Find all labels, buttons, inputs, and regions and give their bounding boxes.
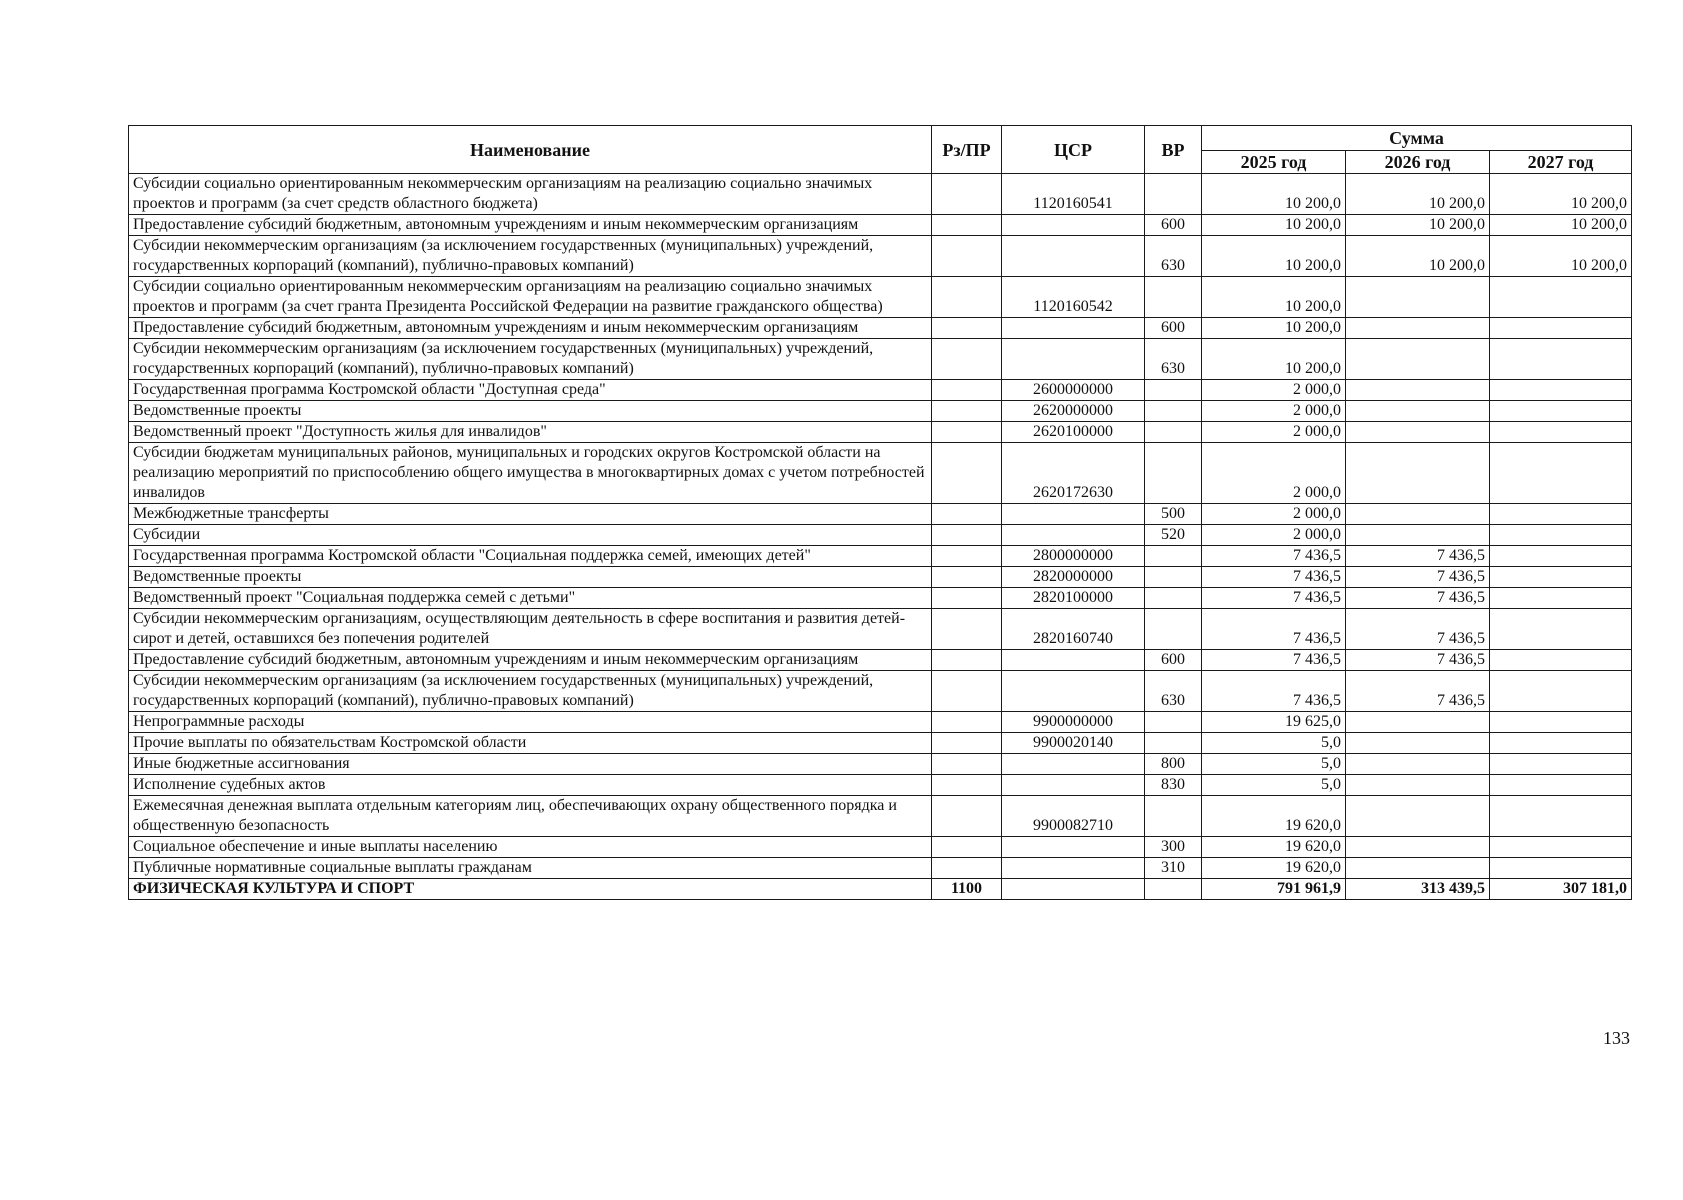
cell-vr [1145, 401, 1202, 422]
cell-2025: 5,0 [1202, 775, 1346, 796]
header-2025: 2025 год [1202, 151, 1346, 174]
cell-name: Прочие выплаты по обязательствам Костромской области [129, 733, 932, 754]
cell-csr: 9900020140 [1002, 733, 1145, 754]
cell-2027 [1490, 546, 1632, 567]
cell-csr: 2820100000 [1002, 588, 1145, 609]
cell-csr [1002, 318, 1145, 339]
cell-2027 [1490, 712, 1632, 733]
cell-2025: 2 000,0 [1202, 504, 1346, 525]
cell-csr: 2600000000 [1002, 380, 1145, 401]
cell-vr [1145, 879, 1202, 900]
cell-2027 [1490, 380, 1632, 401]
cell-rz [932, 236, 1002, 277]
cell-2026 [1346, 380, 1490, 401]
table-row [129, 339, 1632, 380]
cell-name: Предоставление субсидий бюджетным, автономным учреждениям и иным некоммерческим организациям [129, 215, 932, 236]
header-2026: 2026 год [1346, 151, 1490, 174]
cell-vr [1145, 796, 1202, 837]
cell-name: Ведомственный проект "Социальная поддержка семей с детьми" [129, 588, 932, 609]
cell-name: Субсидии бюджетам муниципальных районов, муниципальных и городских округов Костромской области на реализацию мероприятий по приспособлению общего имущества в многоквартирных домах с учетом потребностей инвалидов [129, 443, 932, 504]
cell-name: Субсидии некоммерческим организациям (за исключением государственных (муниципальных) учреждений, государственных корпораций (компаний), публично-правовых компаний) [129, 236, 932, 277]
table-row [129, 671, 1632, 712]
cell-csr: 2620000000 [1002, 401, 1145, 422]
cell-2027 [1490, 567, 1632, 588]
cell-csr: 2820160740 [1002, 609, 1145, 650]
table-row [129, 775, 1632, 796]
cell-csr: 2620172630 [1002, 443, 1145, 504]
cell-name: Иные бюджетные ассигнования [129, 754, 932, 775]
cell-name: Субсидии некоммерческим организациям (за исключением государственных (муниципальных) учреждений, государственных корпораций (компаний), публично-правовых компаний) [129, 339, 932, 380]
cell-2027 [1490, 401, 1632, 422]
cell-rz [932, 733, 1002, 754]
cell-name: Субсидии некоммерческим организациям, осуществляющим деятельность в сфере воспитания и развития детей-сирот и детей, оставшихся без попечения родителей [129, 609, 932, 650]
cell-2027 [1490, 588, 1632, 609]
cell-2025: 5,0 [1202, 754, 1346, 775]
cell-2025: 19 620,0 [1202, 858, 1346, 879]
cell-2027 [1490, 650, 1632, 671]
cell-name: Публичные нормативные социальные выплаты гражданам [129, 858, 932, 879]
table-row [129, 277, 1632, 318]
cell-rz [932, 754, 1002, 775]
table-row [129, 650, 1632, 671]
cell-2025: 10 200,0 [1202, 215, 1346, 236]
cell-rz [932, 796, 1002, 837]
cell-2027 [1490, 775, 1632, 796]
page-number: 133 [1603, 1028, 1630, 1048]
cell-csr [1002, 236, 1145, 277]
header-rz: Рз/ПР [932, 126, 1002, 174]
cell-rz [932, 401, 1002, 422]
cell-vr [1145, 609, 1202, 650]
table-row [129, 609, 1632, 650]
cell-2025: 7 436,5 [1202, 609, 1346, 650]
cell-csr [1002, 215, 1145, 236]
cell-vr: 300 [1145, 837, 1202, 858]
cell-csr: 9900082710 [1002, 796, 1145, 837]
cell-2026: 10 200,0 [1346, 215, 1490, 236]
table-row [129, 318, 1632, 339]
cell-2025: 5,0 [1202, 733, 1346, 754]
cell-2025: 10 200,0 [1202, 277, 1346, 318]
cell-name: Ведомственные проекты [129, 401, 932, 422]
cell-name: Социальное обеспечение и иные выплаты населению [129, 837, 932, 858]
cell-2026: 10 200,0 [1346, 174, 1490, 215]
cell-rz [932, 422, 1002, 443]
cell-2025: 7 436,5 [1202, 567, 1346, 588]
cell-2026 [1346, 837, 1490, 858]
cell-2025: 7 436,5 [1202, 546, 1346, 567]
header-vr: ВР [1145, 126, 1202, 174]
header-2027: 2027 год [1490, 151, 1632, 174]
cell-2025: 19 620,0 [1202, 837, 1346, 858]
cell-2025: 10 200,0 [1202, 174, 1346, 215]
cell-2026: 7 436,5 [1346, 546, 1490, 567]
cell-2027 [1490, 339, 1632, 380]
cell-vr [1145, 546, 1202, 567]
cell-csr: 1120160542 [1002, 277, 1145, 318]
cell-2027: 10 200,0 [1490, 215, 1632, 236]
cell-rz [932, 588, 1002, 609]
cell-rz [932, 443, 1002, 504]
cell-2026: 7 436,5 [1346, 671, 1490, 712]
cell-csr [1002, 671, 1145, 712]
table-row [129, 546, 1632, 567]
cell-rz [932, 546, 1002, 567]
table-row [129, 525, 1632, 546]
table-row [129, 443, 1632, 504]
cell-name: Субсидии социально ориентированным некоммерческим организациям на реализацию социально значимых проектов и программ (за счет средств областного бюджета) [129, 174, 932, 215]
cell-name: Ежемесячная денежная выплата отдельным категориям лиц, обеспечивающих охрану общественного порядка и общественную безопасность [129, 796, 932, 837]
cell-rz [932, 504, 1002, 525]
table-row [129, 754, 1632, 775]
table-row [129, 380, 1632, 401]
cell-2027 [1490, 671, 1632, 712]
header-sum: Сумма [1202, 126, 1632, 151]
header-csr: ЦСР [1002, 126, 1145, 174]
cell-2026 [1346, 754, 1490, 775]
total-row [129, 879, 1632, 900]
cell-2026 [1346, 422, 1490, 443]
cell-2025: 10 200,0 [1202, 318, 1346, 339]
cell-rz [932, 174, 1002, 215]
cell-csr: 9900000000 [1002, 712, 1145, 733]
cell-2025: 10 200,0 [1202, 339, 1346, 380]
table-row [129, 712, 1632, 733]
table-row [129, 837, 1632, 858]
cell-rz [932, 380, 1002, 401]
cell-name: Предоставление субсидий бюджетным, автономным учреждениям и иным некоммерческим организациям [129, 318, 932, 339]
cell-2026: 7 436,5 [1346, 609, 1490, 650]
cell-csr: 1120160541 [1002, 174, 1145, 215]
table-row [129, 588, 1632, 609]
cell-2027 [1490, 837, 1632, 858]
table-row [129, 858, 1632, 879]
cell-2026: 10 200,0 [1346, 236, 1490, 277]
cell-vr [1145, 277, 1202, 318]
cell-vr [1145, 567, 1202, 588]
table-row [129, 796, 1632, 837]
cell-2025: 2 000,0 [1202, 380, 1346, 401]
cell-2027 [1490, 504, 1632, 525]
cell-2025: 10 200,0 [1202, 236, 1346, 277]
cell-2026 [1346, 858, 1490, 879]
cell-name: Ведомственные проекты [129, 567, 932, 588]
cell-2027: 10 200,0 [1490, 236, 1632, 277]
cell-csr [1002, 837, 1145, 858]
cell-vr: 630 [1145, 339, 1202, 380]
table-row [129, 733, 1632, 754]
cell-vr: 600 [1145, 650, 1202, 671]
cell-2025: 7 436,5 [1202, 650, 1346, 671]
cell-2025: 7 436,5 [1202, 671, 1346, 712]
table-row [129, 174, 1632, 215]
cell-2026: 7 436,5 [1346, 567, 1490, 588]
cell-rz [932, 609, 1002, 650]
cell-name: Межбюджетные трансферты [129, 504, 932, 525]
cell-rz [932, 277, 1002, 318]
cell-2027: 10 200,0 [1490, 174, 1632, 215]
cell-2027 [1490, 609, 1632, 650]
cell-2027 [1490, 754, 1632, 775]
cell-2026: 313 439,5 [1346, 879, 1490, 900]
cell-rz [932, 215, 1002, 236]
cell-rz [932, 650, 1002, 671]
cell-vr: 800 [1145, 754, 1202, 775]
cell-rz [932, 837, 1002, 858]
cell-name: Исполнение судебных актов [129, 775, 932, 796]
cell-2026 [1346, 525, 1490, 546]
cell-2025: 791 961,9 [1202, 879, 1346, 900]
cell-2026 [1346, 401, 1490, 422]
cell-2026 [1346, 796, 1490, 837]
cell-rz [932, 567, 1002, 588]
table-row [129, 215, 1632, 236]
cell-name: Субсидии [129, 525, 932, 546]
cell-csr [1002, 339, 1145, 380]
table-header [129, 126, 1632, 174]
cell-vr: 310 [1145, 858, 1202, 879]
cell-name: Государственная программа Костромской области "Доступная среда" [129, 380, 932, 401]
cell-2027 [1490, 318, 1632, 339]
table-body [129, 174, 1632, 900]
cell-rz [932, 775, 1002, 796]
cell-vr [1145, 422, 1202, 443]
cell-rz [932, 525, 1002, 546]
cell-vr [1145, 443, 1202, 504]
cell-vr [1145, 733, 1202, 754]
cell-2026 [1346, 733, 1490, 754]
cell-2025: 2 000,0 [1202, 401, 1346, 422]
cell-2026 [1346, 775, 1490, 796]
cell-vr: 630 [1145, 236, 1202, 277]
cell-name: ФИЗИЧЕСКАЯ КУЛЬТУРА И СПОРТ [129, 879, 932, 900]
cell-name: Ведомственный проект "Доступность жилья для инвалидов" [129, 422, 932, 443]
cell-name: Непрограммные расходы [129, 712, 932, 733]
cell-2027: 307 181,0 [1490, 879, 1632, 900]
cell-name: Предоставление субсидий бюджетным, автономным учреждениям и иным некоммерческим организациям [129, 650, 932, 671]
cell-2027 [1490, 277, 1632, 318]
cell-2026 [1346, 339, 1490, 380]
cell-2026 [1346, 277, 1490, 318]
cell-2027 [1490, 796, 1632, 837]
cell-2027 [1490, 443, 1632, 504]
cell-csr [1002, 775, 1145, 796]
cell-csr [1002, 525, 1145, 546]
cell-2027 [1490, 525, 1632, 546]
cell-2026 [1346, 504, 1490, 525]
cell-csr [1002, 650, 1145, 671]
cell-2026 [1346, 443, 1490, 504]
cell-vr: 520 [1145, 525, 1202, 546]
cell-rz: 1100 [932, 879, 1002, 900]
cell-rz [932, 858, 1002, 879]
budget-table [128, 125, 1632, 900]
table-row [129, 401, 1632, 422]
cell-rz [932, 671, 1002, 712]
header-name: Наименование [129, 126, 932, 174]
cell-2025: 2 000,0 [1202, 443, 1346, 504]
cell-2026 [1346, 318, 1490, 339]
cell-csr [1002, 879, 1145, 900]
cell-2026: 7 436,5 [1346, 650, 1490, 671]
cell-vr: 600 [1145, 215, 1202, 236]
cell-vr [1145, 588, 1202, 609]
cell-2025: 7 436,5 [1202, 588, 1346, 609]
cell-2025: 2 000,0 [1202, 422, 1346, 443]
cell-2027 [1490, 733, 1632, 754]
cell-2025: 2 000,0 [1202, 525, 1346, 546]
cell-csr: 2800000000 [1002, 546, 1145, 567]
cell-name: Субсидии некоммерческим организациям (за исключением государственных (муниципальных) учреждений, государственных корпораций (компаний), публично-правовых компаний) [129, 671, 932, 712]
cell-csr: 2620100000 [1002, 422, 1145, 443]
cell-2025: 19 620,0 [1202, 796, 1346, 837]
cell-2027 [1490, 422, 1632, 443]
cell-rz [932, 712, 1002, 733]
table-row [129, 236, 1632, 277]
cell-name: Государственная программа Костромской области "Социальная поддержка семей, имеющих детей" [129, 546, 932, 567]
cell-csr: 2820000000 [1002, 567, 1145, 588]
cell-vr [1145, 712, 1202, 733]
cell-rz [932, 339, 1002, 380]
cell-2026 [1346, 712, 1490, 733]
cell-csr [1002, 504, 1145, 525]
cell-vr: 830 [1145, 775, 1202, 796]
table-row [129, 567, 1632, 588]
cell-name: Субсидии социально ориентированным некоммерческим организациям на реализацию социально значимых проектов и программ (за счет гранта Президента Российской Федерации на развитие гражданского общества) [129, 277, 932, 318]
cell-csr [1002, 754, 1145, 775]
cell-vr [1145, 174, 1202, 215]
cell-vr: 600 [1145, 318, 1202, 339]
cell-rz [932, 318, 1002, 339]
cell-2027 [1490, 858, 1632, 879]
cell-vr: 500 [1145, 504, 1202, 525]
cell-csr [1002, 858, 1145, 879]
table-row [129, 504, 1632, 525]
cell-vr [1145, 380, 1202, 401]
cell-vr: 630 [1145, 671, 1202, 712]
table-row [129, 422, 1632, 443]
cell-2025: 19 625,0 [1202, 712, 1346, 733]
cell-2026: 7 436,5 [1346, 588, 1490, 609]
